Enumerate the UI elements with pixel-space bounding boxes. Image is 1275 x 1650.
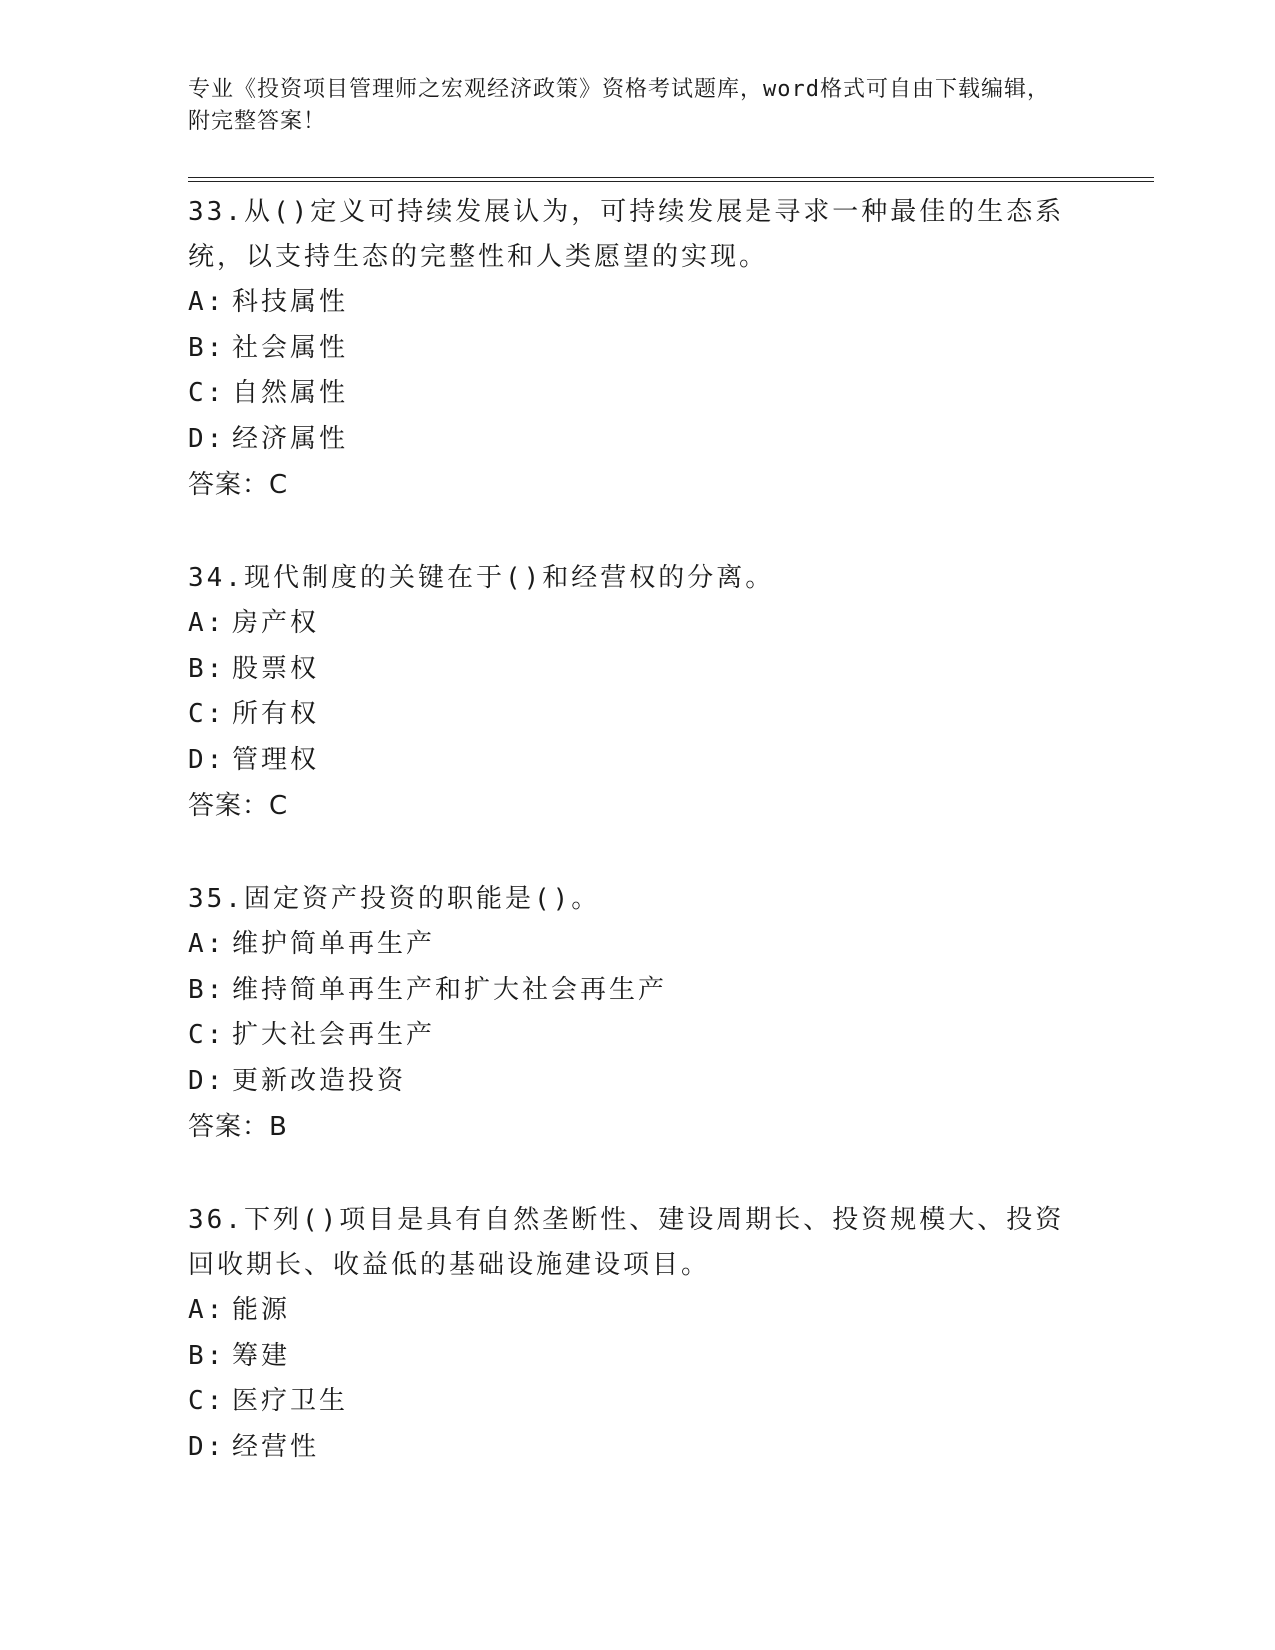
option-letter: C: [188, 1386, 226, 1416]
option-text: 社会属性 [232, 332, 349, 363]
option-a [188, 1288, 1088, 1334]
option-letter: C: [188, 1020, 226, 1050]
question-35 [188, 877, 1088, 1150]
option-text: 维持简单再生产和扩大社会再生产 [232, 974, 668, 1005]
question-33 [188, 190, 1088, 508]
option-text: 扩大社会再生产 [232, 1020, 436, 1050]
option-letter: A: [188, 929, 226, 959]
question-36 [188, 1198, 1088, 1470]
option-a [188, 280, 1088, 326]
option-letter: D: [188, 1431, 226, 1462]
option-letter: C: [188, 699, 226, 729]
option-text: 经济属性 [232, 423, 349, 454]
option-b [188, 968, 1088, 1014]
option-c [188, 1379, 1088, 1425]
option-letter: B: [188, 974, 226, 1005]
option-text: 所有权 [232, 699, 320, 729]
question-34 [188, 556, 1088, 829]
header-double-rule [188, 177, 1154, 182]
option-text: 维护简单再生产 [232, 929, 436, 959]
option-letter: D: [188, 423, 226, 454]
option-text: 自然属性 [232, 378, 349, 408]
option-c [188, 1013, 1088, 1059]
option-text: 更新改造投资 [232, 1065, 407, 1096]
option-letter: B: [188, 332, 226, 363]
question-stem: 35.固定资产投资的职能是()。 [188, 884, 601, 914]
option-a [188, 922, 1088, 968]
option-text: 股票权 [232, 653, 320, 684]
option-letter: A: [188, 1295, 226, 1325]
option-text: 能源 [232, 1295, 291, 1325]
option-letter: A: [188, 608, 226, 638]
question-list [188, 190, 1088, 1518]
option-text: 筹建 [232, 1340, 291, 1371]
document-header: 专业《投资项目管理师之宏观经济政策》资格考试题库，word格式可自由下载编辑，附完整答案！ [188, 77, 1050, 134]
option-text: 管理权 [232, 744, 320, 775]
option-c [188, 692, 1088, 738]
option-letter: B: [188, 653, 226, 684]
answer-line: 答案：C [188, 470, 289, 500]
question-stem: 33.从()定义可持续发展认为，可持续发展是寻求一种最佳的生态系统，以支持生态的完整性和人类愿望的实现。 [188, 197, 1065, 272]
option-letter: D: [188, 744, 226, 775]
option-text: 经营性 [232, 1431, 320, 1462]
answer-line: 答案：C [188, 791, 289, 821]
option-c [188, 371, 1088, 417]
question-stem: 34.现代制度的关键在于()和经营权的分离。 [188, 563, 775, 593]
option-text: 医疗卫生 [232, 1386, 349, 1416]
option-letter: B: [188, 1340, 226, 1371]
option-d [188, 738, 1088, 784]
option-d [188, 1059, 1088, 1105]
option-d [188, 417, 1088, 463]
option-text: 科技属性 [232, 287, 349, 317]
answer-line: 答案：B [188, 1112, 288, 1142]
option-text: 房产权 [232, 608, 320, 638]
option-b [188, 326, 1088, 372]
option-b [188, 1334, 1088, 1380]
option-a [188, 601, 1088, 647]
option-d [188, 1425, 1088, 1471]
option-letter: C: [188, 378, 226, 408]
option-letter: A: [188, 287, 226, 317]
question-stem: 36.下列()项目是具有自然垄断性、建设周期长、投资规模大、投资回收期长、收益低的基础设施建设项目。 [188, 1205, 1065, 1280]
option-letter: D: [188, 1065, 226, 1096]
option-b [188, 647, 1088, 693]
